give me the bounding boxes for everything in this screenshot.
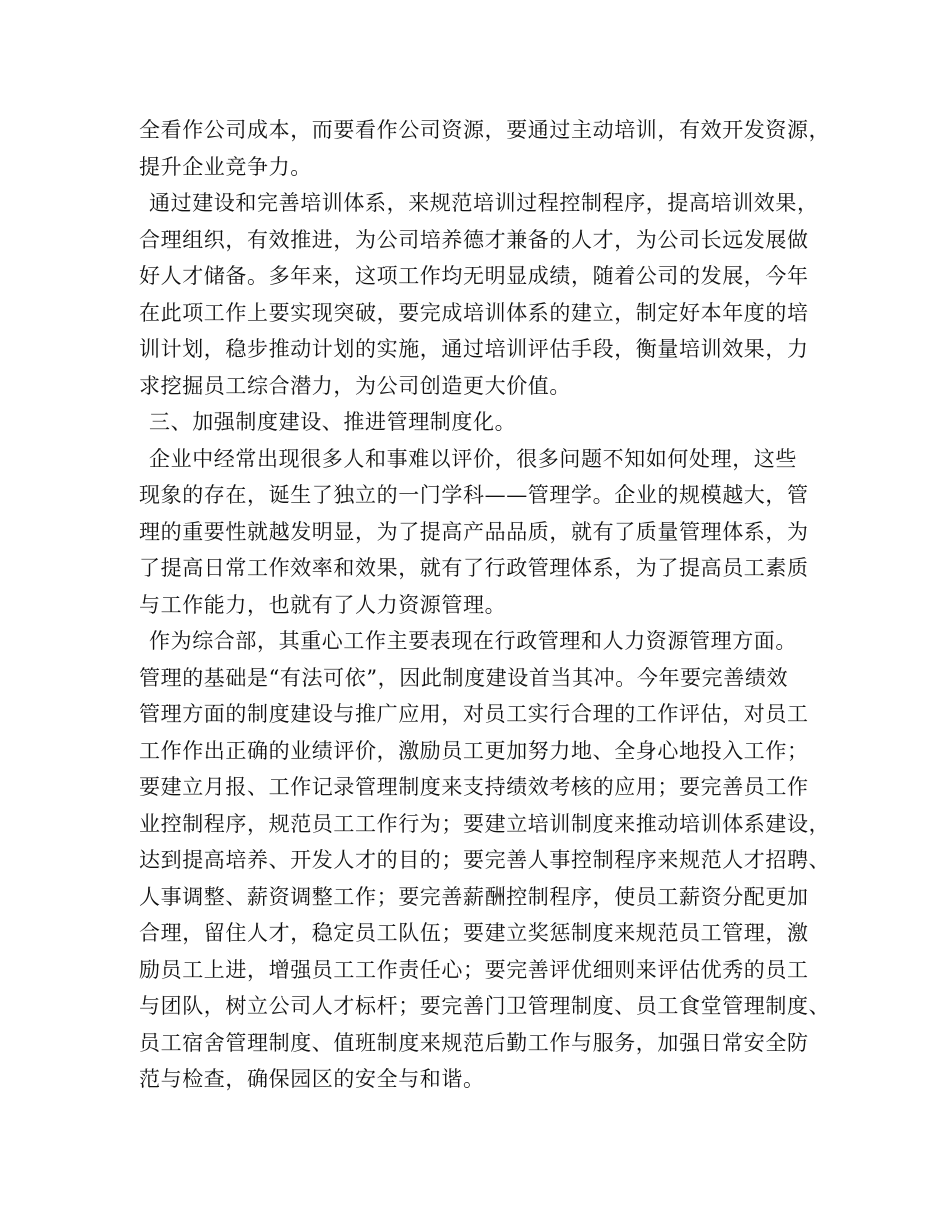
text-line: 范与检查，确保园区的安全与和谐。 xyxy=(139,1067,485,1091)
text-line: 人事调整、薪资调整工作；要完善薪酬控制程序，使员工薪资分配更加 xyxy=(139,884,809,909)
paragraph-start-line: 通过建设和完善培训体系，来规范培训过程控制程序，提高培训效果， xyxy=(149,191,819,215)
text-line: 达到提高培养、开发人才的目的；要完善人事控制程序来规范人才招聘、 xyxy=(139,848,831,872)
text-line: 了提高日常工作效率和效果，就有了行政管理体系，为了提高员工素质 xyxy=(139,556,809,580)
text-line: 在此项工作上要实现突破，要完成培训体系的建立，制定好本年度的培 xyxy=(139,300,809,325)
paragraph-start-line: 企业中经常出现很多人和事难以评价，很多问题不知如何处理，这些 xyxy=(149,446,797,471)
text-line: 员工宿舍管理制度、值班制度来规范后勤工作与服务，加强日常安全防 xyxy=(139,1030,809,1055)
text-line: 工作作出正确的业绩评价，激励员工更加努力地、全身心地投入工作； xyxy=(139,738,809,763)
text-line: 求挖掘员工综合潜力，为公司创造更大价值。 xyxy=(139,373,571,398)
text-line: 与团队，树立公司人才标杆；要完善门卫管理制度、员工食堂管理制度、 xyxy=(139,994,831,1018)
text-line: 与工作能力，也就有了人力资源管理。 xyxy=(139,592,507,617)
text-line: 合理组织，有效推进，为公司培养德才兼备的人才，为公司长远发展做 xyxy=(139,227,809,252)
text-line: 管理方面的制度建设与推广应用，对员工实行合理的工作评估，对员工 xyxy=(139,702,809,726)
text-line: 训计划，稳步推动计划的实施，通过培训评估手段，衡量培训效果，力 xyxy=(139,337,809,361)
document-body xyxy=(139,112,829,1098)
text-line: 要建立月报、工作记录管理制度来支持绩效考核的应用；要完善员工作 xyxy=(139,775,809,799)
text-line: 好人才储备。多年来，这项工作均无明显成绩，随着公司的发展，今年 xyxy=(139,264,809,288)
text-line: 全看作公司成本，而要看作公司资源，要通过主动培训，有效开发资源， xyxy=(139,118,831,142)
text-line: 业控制程序，规范员工工作行为；要建立培训制度来推动培训体系建设， xyxy=(139,811,831,836)
text-line: 现象的存在，诞生了独立的一门学科——管理学。企业的规模越大，管 xyxy=(139,483,809,507)
paragraph-start-line: 作为综合部，其重心工作主要表现在行政管理和人力资源管理方面。 xyxy=(149,629,797,653)
text-line: 管理的基础是“有法可依”，因此制度建设首当其冲。今年要完善绩效 xyxy=(139,665,789,690)
text-line: 提升企业竞争力。 xyxy=(139,154,312,179)
text-line: 合理，留住人才，稳定员工队伍；要建立奖惩制度来规范员工管理，激 xyxy=(139,921,809,945)
section-heading: 三、加强制度建设、推进管理制度化。 xyxy=(149,410,517,434)
text-line: 励员工上进，增强员工工作责任心；要完善评优细则来评估优秀的员工 xyxy=(139,957,809,982)
text-line: 理的重要性就越发明显，为了提高产品品质，就有了质量管理体系，为 xyxy=(139,519,809,544)
